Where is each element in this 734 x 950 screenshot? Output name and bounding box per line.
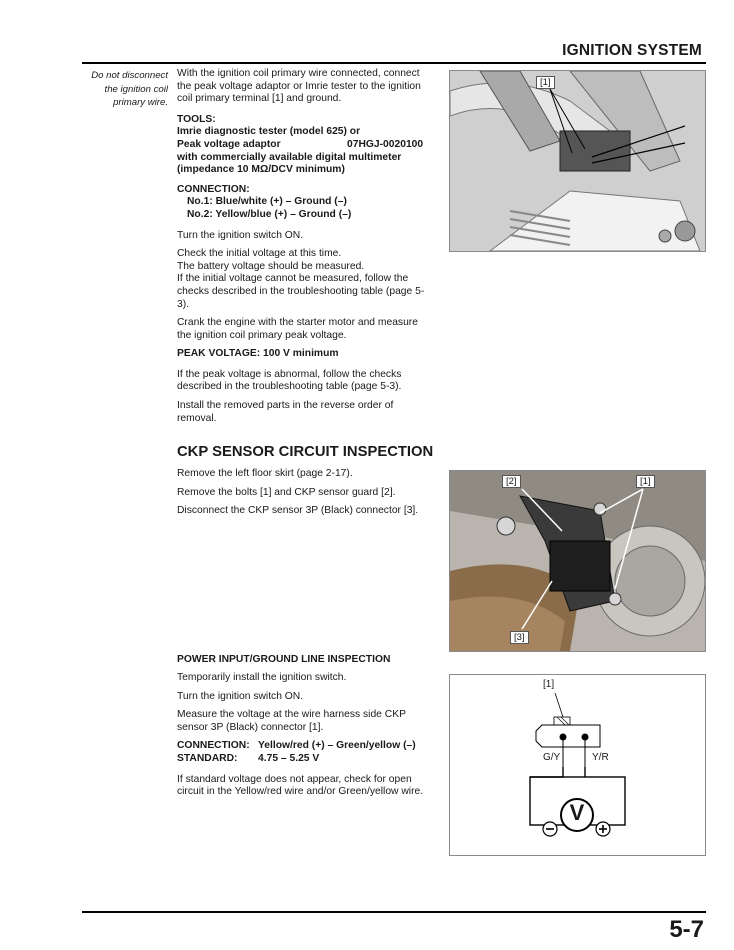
voltmeter-circuit bbox=[450, 675, 705, 855]
connection-label: CONNECTION: bbox=[177, 740, 250, 752]
step-text: Temporarily install the ignition switch. bbox=[177, 672, 347, 683]
margin-note bbox=[82, 69, 168, 110]
abnormal-paragraph bbox=[177, 369, 443, 394]
section-title: IGNITION SYSTEM bbox=[562, 42, 702, 59]
connection-heading: CONNECTION: bbox=[177, 183, 250, 195]
text-line: If the initial voltage cannot be measured, follow the bbox=[177, 273, 409, 285]
intro-paragraph bbox=[177, 68, 443, 106]
pin-gy bbox=[560, 734, 567, 741]
pin-label-right: Y/R bbox=[592, 752, 609, 763]
text-line: Measure the voltage at the wire harness side CKP bbox=[177, 709, 406, 721]
text-line: described in the troubleshooting table (page 5-3). bbox=[177, 381, 402, 393]
connection-line: No.1: Blue/white (+) – Ground (–) bbox=[187, 196, 347, 208]
power-input-procedure bbox=[177, 672, 443, 799]
pin-label-left: G/Y bbox=[543, 752, 561, 763]
measure-paragraph bbox=[177, 709, 443, 734]
connection-value: Yellow/red (+) – Green/yellow (–) bbox=[258, 740, 416, 752]
figure-callout: [1] bbox=[636, 475, 655, 488]
step-text: Remove the left floor skirt (page 2-17). bbox=[177, 468, 353, 479]
text-line: Crank the engine with the starter motor and measure bbox=[177, 317, 418, 329]
text-line: Check the initial voltage at this time. bbox=[177, 248, 342, 260]
ignition-procedure bbox=[177, 68, 443, 425]
standard-spec bbox=[177, 753, 443, 766]
tool-name: Peak voltage adaptor bbox=[177, 138, 281, 150]
tool-line: with commercially available digital multimeter bbox=[177, 151, 402, 163]
ckp-sensor-illustration bbox=[450, 471, 705, 651]
voltmeter-label: V bbox=[569, 800, 585, 825]
text-line: the peak voltage adaptor or Imrie tester to the ignition bbox=[177, 80, 421, 92]
ckp-sensor-photo bbox=[449, 470, 706, 652]
tool-code: 07HGJ-0020100 bbox=[347, 138, 424, 150]
text-line: If standard voltage does not appear, check for open bbox=[177, 773, 412, 785]
text-line: removal. bbox=[177, 412, 217, 424]
figure-callout: [1] bbox=[543, 679, 555, 690]
power-input-heading: POWER INPUT/GROUND LINE INSPECTION bbox=[177, 654, 391, 665]
install-paragraph bbox=[177, 400, 443, 425]
step-text: Remove the bolts [1] and CKP sensor guard [2]. bbox=[177, 486, 396, 498]
footer-rule bbox=[82, 911, 706, 913]
tool-line: Imrie diagnostic tester (model 625) or bbox=[177, 126, 361, 138]
peak-voltage-spec: PEAK VOLTAGE: 100 V minimum bbox=[177, 348, 339, 360]
standard-value: 4.75 – 5.25 V bbox=[258, 752, 320, 764]
tool-line bbox=[177, 139, 443, 152]
text-line: circuit in the Yellow/red wire and/or Green/yellow wire. bbox=[177, 786, 424, 798]
ckp-heading: CKP SENSOR CIRCUIT INSPECTION bbox=[177, 444, 434, 460]
text-line: the ignition coil primary peak voltage. bbox=[177, 329, 347, 341]
ckp-procedure bbox=[177, 468, 443, 518]
ignition-coil-illustration bbox=[450, 71, 705, 251]
text-line: With the ignition coil primary wire connected, connect bbox=[177, 68, 420, 79]
connection-spec bbox=[177, 740, 443, 753]
text-line: Install the removed parts in the reverse order of bbox=[177, 400, 394, 412]
margin-note-line: primary wire. bbox=[113, 97, 168, 108]
header-rule bbox=[82, 62, 706, 64]
step-text: Turn the ignition switch ON. bbox=[177, 690, 304, 702]
text-line: 3). bbox=[177, 298, 190, 310]
ignition-coil-photo bbox=[449, 70, 706, 252]
step-text: Turn the ignition switch ON. bbox=[177, 229, 304, 241]
check-paragraph bbox=[177, 248, 443, 311]
text-line: coil primary terminal [1] and ground. bbox=[177, 93, 342, 105]
step-text: Disconnect the CKP sensor 3P (Black) connector [3]. bbox=[177, 505, 419, 517]
tools-heading: TOOLS: bbox=[177, 113, 216, 125]
connection-line: No.2: Yellow/blue (+) – Ground (–) bbox=[187, 208, 352, 220]
page-number: 5-7 bbox=[669, 916, 704, 943]
crank-paragraph bbox=[177, 317, 443, 342]
connector-diagram bbox=[449, 674, 706, 856]
figure-callout: [1] bbox=[536, 76, 555, 89]
figure-callout: [2] bbox=[502, 475, 521, 488]
text-line: checks described in the troubleshooting table (page 5- bbox=[177, 285, 425, 297]
text-line: The battery voltage should be measured. bbox=[177, 260, 365, 272]
text-line: sensor 3P (Black) connector [1]. bbox=[177, 721, 324, 733]
tool-line: (impedance 10 MΩ/DCV minimum) bbox=[177, 164, 345, 176]
note-paragraph bbox=[177, 774, 443, 799]
margin-note-line: the ignition coil bbox=[104, 83, 168, 95]
standard-label: STANDARD: bbox=[177, 752, 238, 764]
margin-note-line: Do not disconnect bbox=[91, 70, 168, 81]
figure-callout: [3] bbox=[510, 631, 529, 644]
text-line: If the peak voltage is abnormal, follow the checks bbox=[177, 368, 402, 380]
pin-yr bbox=[582, 734, 589, 741]
